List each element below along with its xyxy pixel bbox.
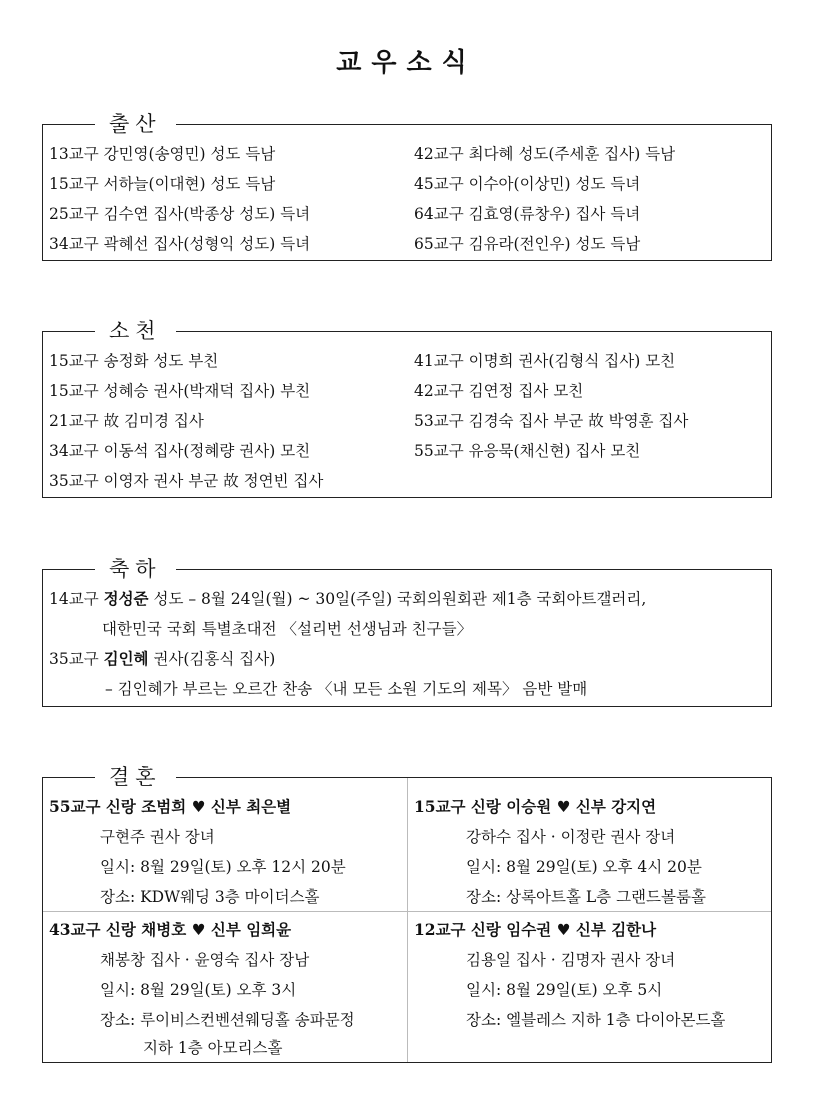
wedding-parents: 채봉창 집사 · 윤영숙 집사 장남 bbox=[100, 951, 310, 969]
congrats-name: 김인혜 bbox=[103, 649, 149, 668]
congrats-detail: 성도 – 8월 24일(월) ~ 30일(주일) 국회의원회관 제1층 국회아트갤러리, bbox=[153, 590, 647, 608]
list-item: 42교구 최다혜 성도(주세훈 집사) 득남 bbox=[414, 145, 676, 163]
list-item: 45교구 이수아(이상민) 성도 득녀 bbox=[414, 175, 641, 193]
congrats-item bbox=[49, 649, 275, 669]
wedding-time: 일시: 8월 29일(토) 오후 12시 20분 bbox=[100, 858, 346, 876]
congrats-detail-line: 대한민국 국회 특별초대전 〈설리번 선생님과 친구들〉 bbox=[102, 620, 473, 638]
wedding-section bbox=[42, 765, 772, 1063]
wedding-row-divider bbox=[43, 911, 771, 912]
death-heading: 소천 bbox=[95, 316, 176, 346]
list-item: 13교구 강민영(송영민) 성도 득남 bbox=[49, 145, 276, 163]
congrats-district: 35교구 bbox=[49, 650, 99, 668]
wedding-heading: 결혼 bbox=[95, 762, 176, 792]
congrats-detail-line: – 김인혜가 부르는 오르간 찬송 〈내 모든 소원 기도의 제목〉 음반 발매 bbox=[105, 680, 588, 698]
wedding-parents: 구현주 권사 장녀 bbox=[100, 828, 215, 846]
list-item: 64교구 김효영(류창우) 집사 득녀 bbox=[414, 205, 641, 223]
wedding-title: 15교구 신랑 이승원 ♥ 신부 강지연 bbox=[414, 797, 657, 816]
list-item: 34교구 곽혜선 집사(성형익 성도) 득녀 bbox=[49, 235, 311, 253]
wedding-time: 일시: 8월 29일(토) 오후 3시 bbox=[100, 981, 297, 999]
list-item: 21교구 故 김미경 집사 bbox=[49, 412, 204, 430]
congrats-heading: 축하 bbox=[95, 554, 176, 584]
wedding-parents: 김용일 집사 · 김명자 권사 장녀 bbox=[466, 951, 676, 969]
wedding-place-detail: 지하 1층 아모리스홀 bbox=[143, 1039, 283, 1057]
wedding-time: 일시: 8월 29일(토) 오후 4시 20분 bbox=[466, 858, 702, 876]
wedding-parents: 강하수 집사 · 이정란 권사 장녀 bbox=[466, 828, 676, 846]
congrats-section bbox=[42, 557, 772, 707]
wedding-place: 장소: 상록아트홀 L층 그랜드볼룸홀 bbox=[466, 888, 706, 906]
birth-section bbox=[42, 112, 772, 261]
list-item: 15교구 성혜승 권사(박재덕 집사) 부친 bbox=[49, 382, 311, 400]
list-item: 15교구 서하늘(이대현) 성도 득남 bbox=[49, 175, 276, 193]
wedding-time: 일시: 8월 29일(토) 오후 5시 bbox=[466, 981, 663, 999]
list-item: 35교구 이영자 권사 부군 故 정연빈 집사 bbox=[49, 472, 324, 490]
wedding-title: 12교구 신랑 임수권 ♥ 신부 김한나 bbox=[414, 920, 657, 939]
list-item: 53교구 김경숙 집사 부군 故 박영훈 집사 bbox=[414, 412, 689, 430]
congrats-detail: 권사(김홍식 집사) bbox=[153, 650, 276, 668]
wedding-column-divider bbox=[407, 778, 408, 1062]
wedding-place: 장소: 엘블레스 지하 1층 다이아몬드홀 bbox=[466, 1011, 726, 1029]
congrats-district: 14교구 bbox=[49, 590, 99, 608]
list-item: 34교구 이동석 집사(정혜량 권사) 모친 bbox=[49, 442, 311, 460]
list-item: 41교구 이명희 권사(김형식 집사) 모친 bbox=[414, 352, 676, 370]
congrats-name: 정성준 bbox=[103, 589, 149, 608]
list-item: 25교구 김수연 집사(박종상 성도) 득녀 bbox=[49, 205, 311, 223]
page-title: 교우소식 bbox=[336, 48, 477, 78]
list-item: 42교구 김연정 집사 모친 bbox=[414, 382, 584, 400]
list-item: 15교구 송정화 성도 부친 bbox=[49, 352, 219, 370]
birth-heading: 출산 bbox=[95, 109, 176, 139]
wedding-title: 55교구 신랑 조범희 ♥ 신부 최은별 bbox=[49, 797, 292, 816]
list-item: 65교구 김유라(전인우) 성도 득남 bbox=[414, 235, 641, 253]
wedding-title: 43교구 신랑 채병호 ♥ 신부 임희윤 bbox=[49, 920, 292, 939]
congrats-item bbox=[49, 589, 646, 609]
list-item: 55교구 유응묵(채신현) 집사 모친 bbox=[414, 442, 641, 460]
wedding-place: 장소: 루이비스컨벤션웨딩홀 송파문정 bbox=[100, 1011, 355, 1029]
death-section bbox=[42, 319, 772, 498]
wedding-place: 장소: KDW웨딩 3층 마이더스홀 bbox=[100, 888, 320, 906]
